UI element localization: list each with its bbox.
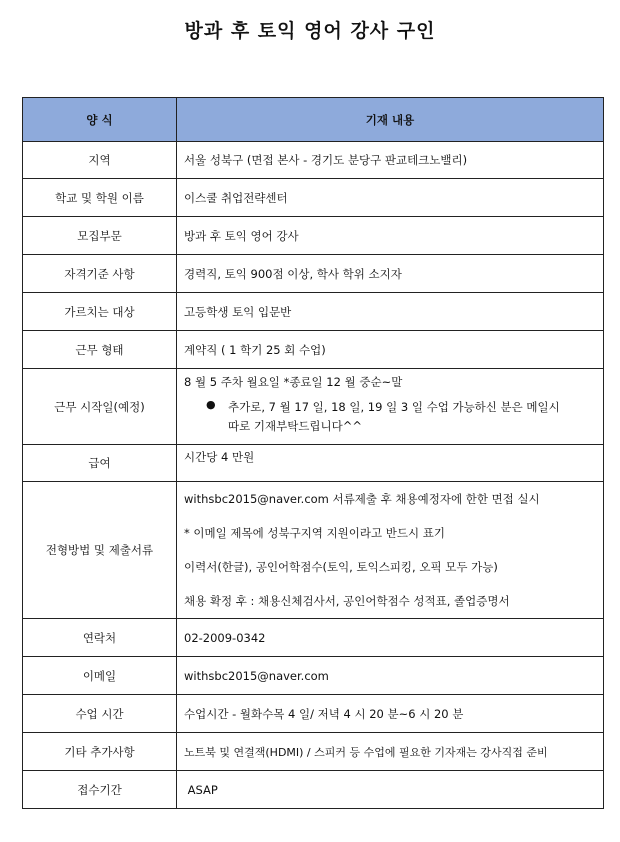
row-label: 수업 시간 bbox=[23, 695, 177, 733]
table-row bbox=[23, 771, 604, 809]
row-value: 이스쿨 취업전략센터 bbox=[177, 179, 604, 217]
row-value: 서울 성북구 (면접 본사 - 경기도 분당구 판교테크노밸리) bbox=[177, 142, 604, 179]
row-label: 전형방법 및 제출서류 bbox=[23, 482, 177, 619]
table-row bbox=[23, 369, 604, 445]
table-header-row bbox=[23, 98, 604, 142]
bullet-icon: ● bbox=[206, 398, 216, 411]
header-form-column: 양 식 bbox=[23, 98, 177, 142]
bullet-item bbox=[206, 398, 603, 436]
row-label: 급여 bbox=[23, 445, 177, 482]
job-posting-table bbox=[22, 97, 604, 809]
row-value: 02-2009-0342 bbox=[177, 619, 604, 657]
process-text: 채용 확정 후 : 채용신체검사서, 공인어학점수 성적표, 졸업증명서 bbox=[184, 594, 510, 608]
table-row bbox=[23, 293, 604, 331]
row-label: 연락처 bbox=[23, 619, 177, 657]
row-label: 가르치는 대상 bbox=[23, 293, 177, 331]
start-date-text: 8 월 5 주차 월요일 *종료일 12 월 중순~말 bbox=[184, 375, 403, 389]
row-value bbox=[177, 482, 604, 619]
table-row bbox=[23, 482, 604, 619]
row-value: ASAP bbox=[177, 771, 604, 809]
row-value: 경력직, 토익 900점 이상, 학사 학위 소지자 bbox=[177, 255, 604, 293]
table-row bbox=[23, 619, 604, 657]
row-label: 자격기준 사항 bbox=[23, 255, 177, 293]
row-value: 수업시간 - 월화수목 4 일/ 저녁 4 시 20 분~6 시 20 분 bbox=[177, 695, 604, 733]
row-label: 근무 시작일(예정) bbox=[23, 369, 177, 445]
process-text: withsbc2015@naver.com 서류제출 후 채용예정자에 한한 면접 실시 bbox=[184, 492, 540, 506]
bullet-text bbox=[228, 398, 560, 436]
bullet-text-line: 추가로, 7 월 17 일, 18 일, 19 일 3 일 수업 가능하신 분은 메일시 bbox=[228, 400, 560, 414]
table-row bbox=[23, 142, 604, 179]
row-value: 노트북 및 연결잭(HDMI) / 스피커 등 수업에 필요한 기자재는 강사직접 준비 bbox=[177, 733, 604, 771]
row-value: 계약직 ( 1 학기 25 회 수업) bbox=[177, 331, 604, 369]
row-label: 학교 및 학원 이름 bbox=[23, 179, 177, 217]
row-label: 근무 형태 bbox=[23, 331, 177, 369]
process-text: * 이메일 제목에 성북구지역 지원이라고 반드시 표기 bbox=[184, 526, 445, 540]
table-row bbox=[23, 331, 604, 369]
process-text: 이력서(한글), 공인어학점수(토익, 토익스피킹, 오픽 모두 가능) bbox=[184, 560, 498, 574]
row-label: 기타 추가사항 bbox=[23, 733, 177, 771]
table-row bbox=[23, 179, 604, 217]
row-label: 모집부문 bbox=[23, 217, 177, 255]
row-label: 이메일 bbox=[23, 657, 177, 695]
row-label: 지역 bbox=[23, 142, 177, 179]
row-value bbox=[177, 369, 604, 445]
page-title: 방과 후 토익 영어 강사 구인 bbox=[184, 20, 436, 42]
table-row bbox=[23, 445, 604, 482]
row-value: withsbc2015@naver.com bbox=[177, 657, 604, 695]
table-row bbox=[23, 255, 604, 293]
row-value: 시간당 4 만원 bbox=[177, 445, 604, 482]
table-row bbox=[23, 217, 604, 255]
row-value: 고등학생 토익 입문반 bbox=[177, 293, 604, 331]
table-row bbox=[23, 733, 604, 771]
row-value: 방과 후 토익 영어 강사 bbox=[177, 217, 604, 255]
table-row bbox=[23, 657, 604, 695]
header-content-column: 기재 내용 bbox=[177, 98, 604, 142]
bullet-text-line: 따로 기재부탁드립니다^^ bbox=[228, 419, 363, 433]
row-label: 접수기간 bbox=[23, 771, 177, 809]
table-row bbox=[23, 695, 604, 733]
